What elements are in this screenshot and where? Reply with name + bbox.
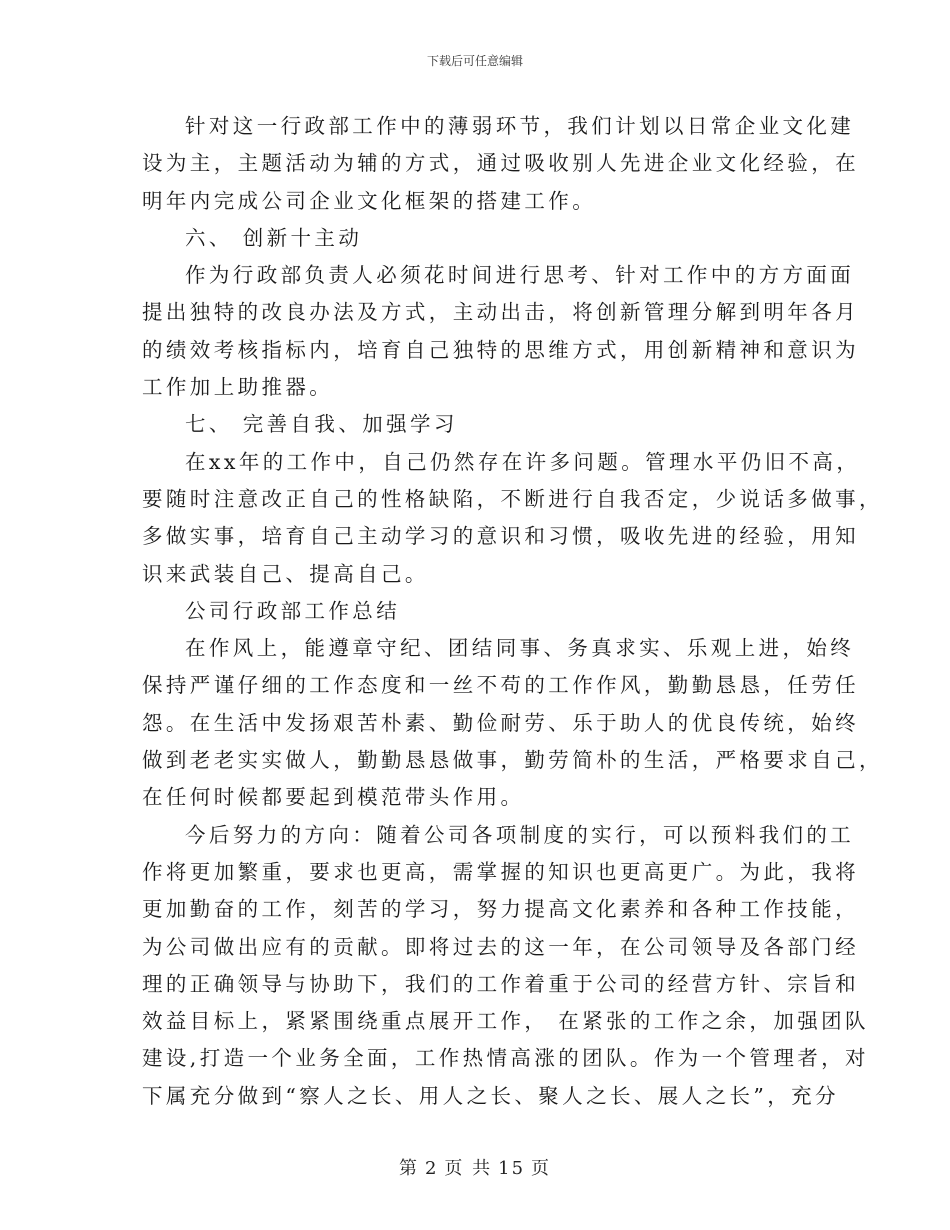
- text-line: 的绩效考核指标内，培育自己独特的思维方式，用创新精神和意识为: [142, 337, 859, 362]
- text-line: 设为主，主题活动为辅的方式，通过吸收别人先进企业文化经验，在: [142, 151, 859, 176]
- text-line: 为公司做出应有的贡献。即将过去的这一年，在公司领导及各部门经: [142, 934, 859, 959]
- page-footer: [0, 1154, 950, 1180]
- text-line: 七、 完善自我、加强学习: [185, 412, 458, 437]
- text-line: 在xx年的工作中，自己仍然存在许多问题。管理水平仍旧不高，: [185, 449, 861, 474]
- footer-total-pages: 15: [498, 1158, 526, 1179]
- text-line: 公司行政部工作总结: [185, 598, 401, 623]
- body-text: [142, 108, 883, 1115]
- text-line: 六、 创新十主动: [185, 225, 363, 250]
- footer-page-number: 2: [424, 1158, 439, 1179]
- text-line: 效益目标上，紧紧围绕重点展开工作， 在紧张的工作之余，加强团队: [142, 1009, 869, 1034]
- text-line: 理的正确领导与协助下，我们的工作着重于公司的经营方针、宗旨和: [142, 971, 859, 996]
- page-header: 下载后可任意编辑: [426, 54, 523, 68]
- text-line: 作将更加繁重，要求也更高，需掌握的知识也更高更广。为此，我将: [142, 859, 859, 884]
- text-line: 要随时注意改正自己的性格缺陷，不断进行自我否定，少说话多做事，: [142, 486, 883, 511]
- text-line: 在作风上，能遵章守纪、团结同事、务真求实、乐观上进，始终: [185, 636, 855, 661]
- text-line: 提出独特的改良办法及方式，主动出击，将创新管理分解到明年各月: [142, 300, 859, 325]
- text-line: 针对这一行政部工作中的薄弱环节，我们计划以日常企业文化建: [185, 114, 855, 138]
- text-line: 多做实事，培育自己主动学习的意识和习惯，吸收先进的经验，用知: [142, 524, 859, 549]
- text-line: 下属充分做到“察人之长、用人之长、聚人之长、展人之长”，充分: [142, 1083, 839, 1108]
- text-line: 在任何时候都要起到模范带头作用。: [142, 785, 525, 810]
- text-line: 建设,打造一个业务全面，工作热情高涨的团队。作为一个管理者，对: [142, 1046, 869, 1071]
- text-line: 更加勤奋的工作，刻苦的学习，努力提高文化素养和各种工作技能，: [142, 897, 859, 922]
- text-line: 工作加上助推器。: [142, 375, 334, 400]
- text-line: 怨。在生活中发扬艰苦朴素、勤俭耐劳、乐于助人的优良传统，始终: [142, 710, 859, 735]
- text-line: 今后努力的方向：随着公司各项制度的实行，可以预料我们的工: [185, 822, 855, 847]
- footer-prefix: 第: [398, 1158, 419, 1179]
- text-line: 明年内完成公司企业文化框架的搭建工作。: [142, 188, 597, 213]
- text-line: 保持严谨仔细的工作态度和一丝不苟的工作作风，勤勤恳恳，任劳任: [142, 673, 859, 698]
- footer-suffix: 页: [531, 1158, 552, 1179]
- footer-middle: 页 共: [444, 1158, 493, 1179]
- text-line: 识来武装自己、提高自己。: [142, 561, 429, 586]
- text-line: 做到老老实实做人，勤勤恳恳做事，勤劳简朴的生活，严格要求自己，: [142, 748, 883, 773]
- text-line: 作为行政部负责人必须花时间进行思考、针对工作中的方方面面: [185, 263, 855, 288]
